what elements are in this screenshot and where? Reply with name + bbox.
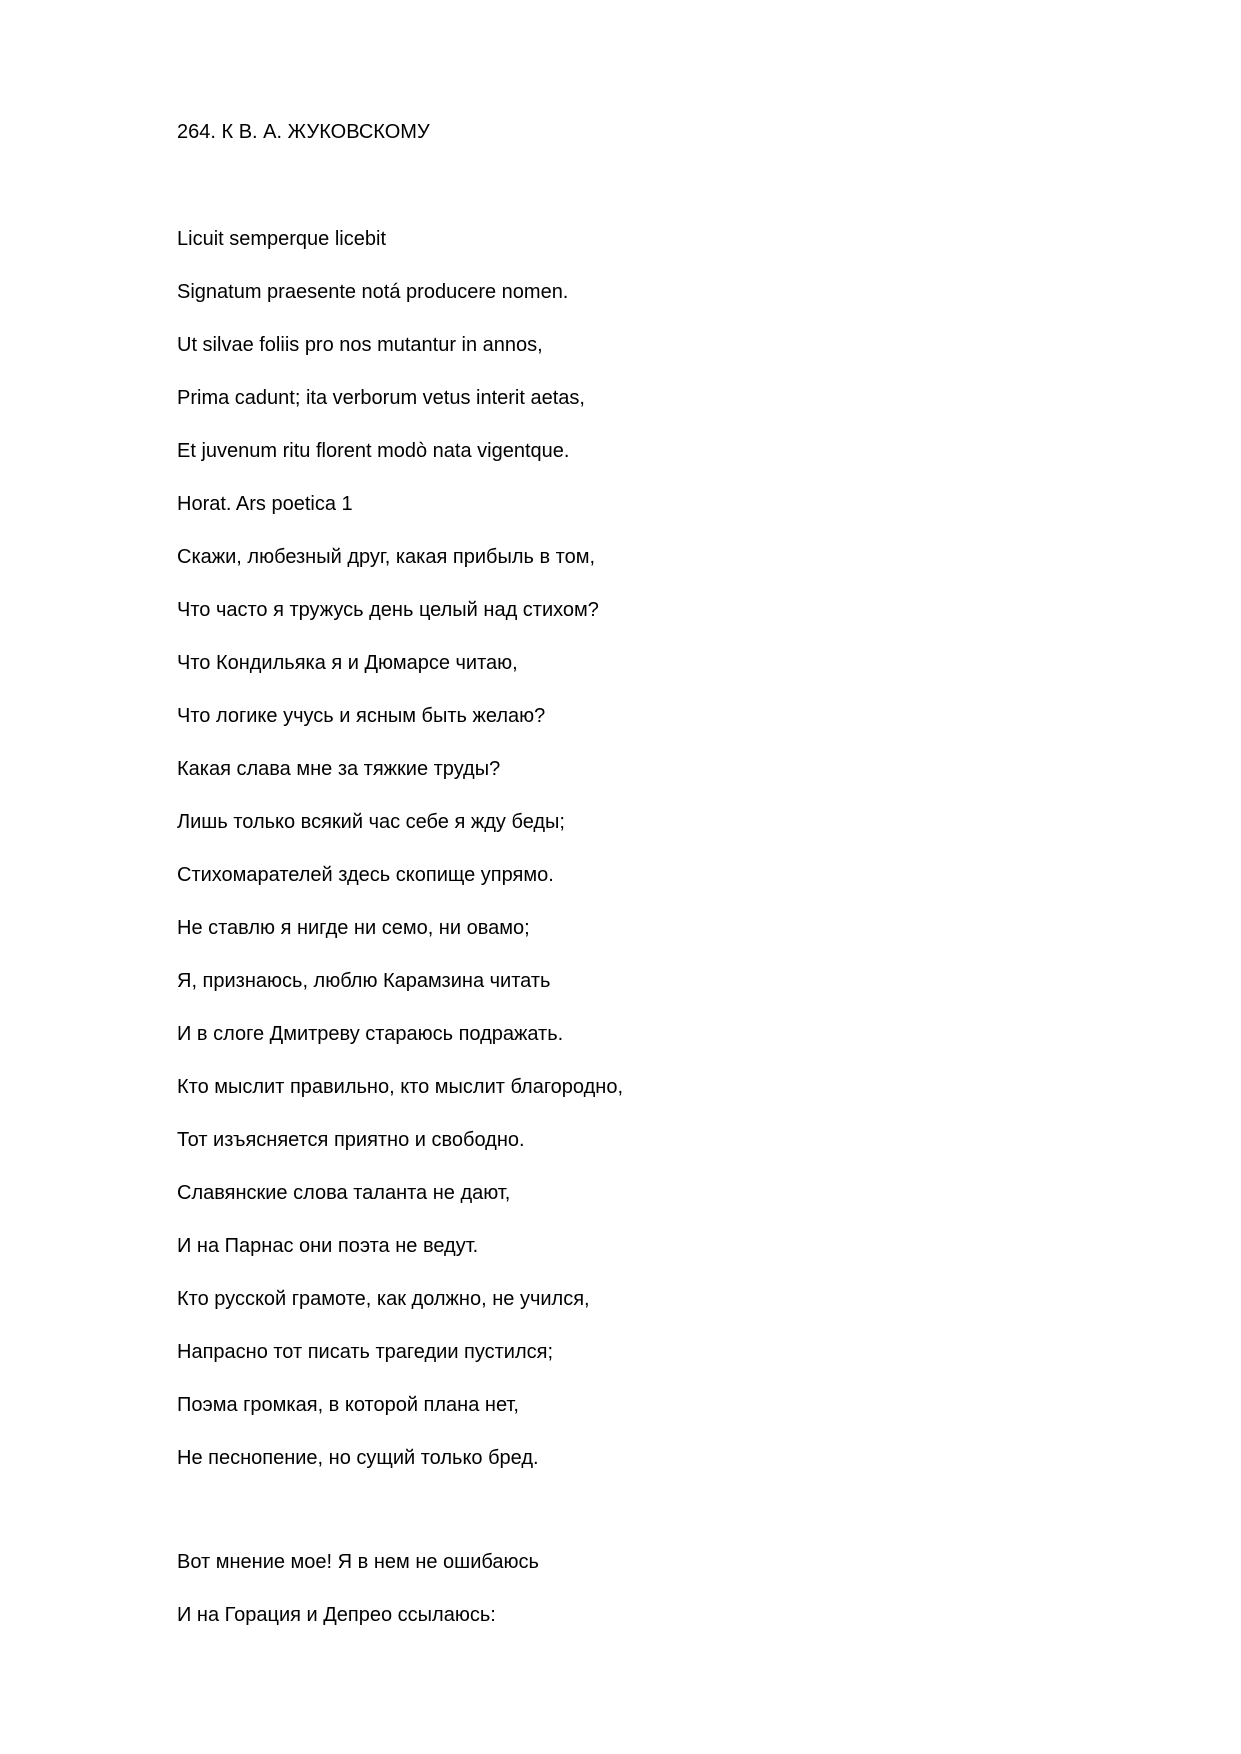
verse-line: Тот изъясняется приятно и свободно. — [177, 1129, 525, 1151]
verse-line: Кто мыслит правильно, кто мыслит благородно, — [177, 1076, 623, 1098]
verse-line: Лишь только всякий час себе я жду беды; — [177, 811, 565, 833]
epigraph — [177, 225, 585, 543]
verse-line: Что логике учусь и ясным быть желаю? — [177, 705, 546, 727]
verse-line: Что Кондильяка я и Дюмарсе читаю, — [177, 652, 518, 674]
verse-line: Скажи, любезный друг, какая прибыль в том, — [177, 546, 596, 568]
verse-line: Стихомарателей здесь скопище упрямо. — [177, 864, 554, 886]
verse-line: Какая слава мне за тяжкие труды? — [177, 758, 501, 780]
epigraph-line: Et juvenum ritu florent modò nata vigentque. — [177, 440, 570, 462]
stanza-2 — [177, 1548, 539, 1654]
epigraph-line: Signatum praesente notá producere nomen. — [177, 281, 569, 303]
verse-line: Я, признаюсь, люблю Карамзина читать — [177, 970, 551, 992]
verse-line: И на Горация и Депрео ссылаюсь: — [177, 1604, 496, 1626]
verse-line: Поэма громкая, в которой плана нет, — [177, 1394, 519, 1416]
verse-line: Не ставлю я нигде ни семо, ни овамо; — [177, 917, 530, 939]
stanza-1 — [177, 543, 623, 1497]
verse-line: И на Парнас они поэта не ведут. — [177, 1235, 479, 1257]
verse-line: Кто русской грамоте, как должно, не учился, — [177, 1288, 590, 1310]
verse-line: Славянские слова таланта не дают, — [177, 1182, 511, 1204]
verse-line: И в слоге Дмитреву стараюсь подражать. — [177, 1023, 564, 1045]
verse-line: Что часто я тружусь день целый над стихом? — [177, 599, 599, 621]
poem-title: 264. К В. А. ЖУКОВСКОМУ — [177, 121, 430, 143]
verse-line: Напрасно тот писать трагедии пустился; — [177, 1341, 554, 1363]
epigraph-line: Prima cadunt; ita verborum vetus interit aetas, — [177, 387, 585, 409]
epigraph-line: Licuit semperque licebit — [177, 228, 386, 250]
verse-line: Вот мнение мое! Я в нем не ошибаюсь — [177, 1551, 539, 1573]
verse-line: Не песнопение, но сущий только бред. — [177, 1447, 539, 1469]
epigraph-source: Horat. Ars poetica 1 — [177, 493, 353, 515]
epigraph-line: Ut silvae foliis pro nos mutantur in annos, — [177, 334, 543, 356]
